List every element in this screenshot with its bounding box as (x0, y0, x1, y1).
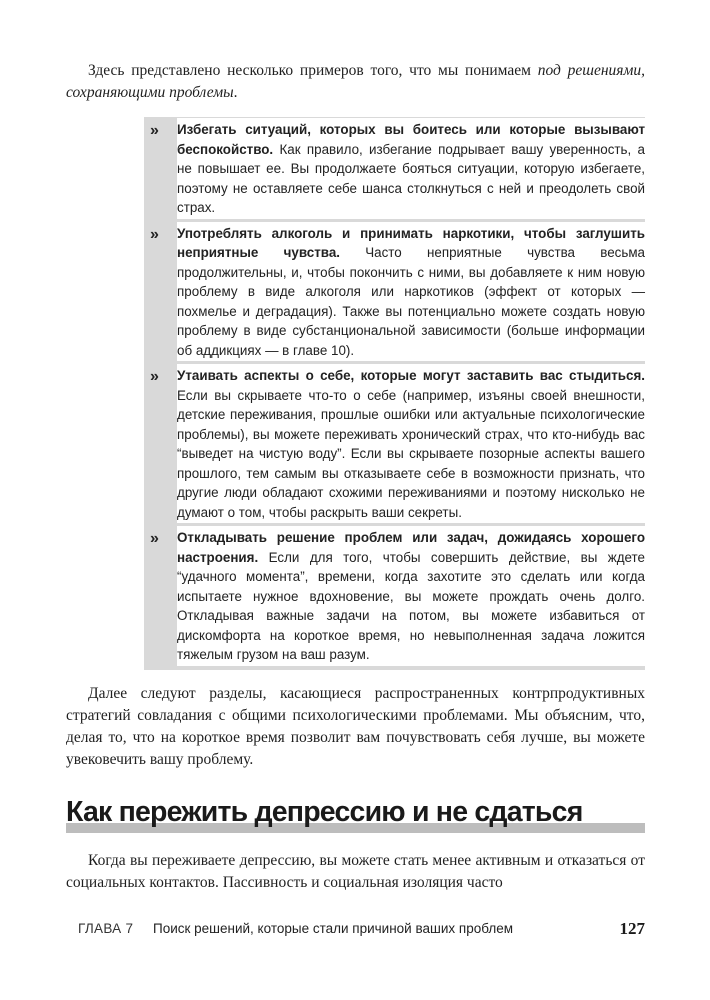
bullet-marker: » (150, 122, 159, 139)
bullet-item (144, 118, 645, 219)
intro-paragraph (66, 60, 645, 104)
intro-end: . (233, 84, 238, 101)
bullet-item (144, 222, 645, 362)
bullet-list (144, 118, 645, 669)
bullet-item (144, 526, 645, 666)
bullet-marker: » (150, 368, 159, 385)
body-paragraph: Далее следуют разделы, касающиеся распространенных контрпродуктивных стратегий совладания с общими психологическими проблемами. Мы объясним, что, делая то, что на короткое время позволит вам почувствовать себя лучше, вы можете увековечить вашу проблему. (66, 685, 645, 768)
bullet-text: Как правило, избегание подрывает вашу уверенность, а не повышает ее. Вы продолжаете бояться ситуации, которую избегаете, поэтому не оставляете себе шанса столкнуться с ней и преодолеть свой страх. (177, 141, 645, 215)
page-number: 127 (619, 919, 645, 938)
bullet-item (144, 364, 645, 523)
bullet-text: Если вы скрываете что-то о себе (например, изъяны своей внешности, детские переживания, прошлые ошибки или актуальные психологические проблемы), вы можете переживать хронический страх, что кто-нибудь вас “выведет на чистую воду”. Если вы скрываете позорные аспекты вашего прошлого, тем самым вы отказываете себе в возможности признать, что другие люди обладают схожими переживаниями и поэтому нисколько не думают о том, чтобы раскрыть ваши секреты. (177, 387, 645, 520)
footer-chapter-title: Поиск решений, которые стали причиной ваших проблем (153, 921, 513, 936)
intro-text: Здесь представлено несколько примеров того, что мы понимаем (88, 62, 538, 79)
intro-emphasis: под решениями, сохраняющими проблемы (66, 62, 645, 101)
footer-chapter: ГЛАВА 7 (78, 921, 134, 936)
bullet-marker: » (150, 530, 159, 547)
bullet-text: Если для того, чтобы совершить действие, вы ждете “удачного момента”, времени, когда захотите это сделать или когда испытаете нужное вдохновение, вы можете прождать очень долго. Откладывая важные задачи на потом, вы можете избавиться от дискомфорта на короткое время, но невыполненная задача ложится тяжелым грузом на ваш разум. (177, 549, 645, 662)
section-heading: Как пережить депрессию и не сдаться (66, 796, 583, 828)
bullet-heading: Утаивать аспекты о себе, которые могут заставить вас стыдиться. (177, 368, 645, 383)
bullet-text: Часто неприятные чувства весьма продолжительны, и, чтобы покончить с ними, вы добавляете к ним новую проблему в виде алкоголя или наркотиков (эффект от которых — похмелье и деградация). Также вы потенциально можете создать новую проблему в виде субстанциональной зависимости (больше информации об аддикциях — в главе 10). (177, 245, 645, 358)
page-footer (78, 919, 645, 941)
bullet-heading: Употреблять алкоголь и принимать наркотики, чтобы заглушить неприятные чувства. (177, 225, 645, 260)
bullet-heading: Откладывать решение проблем или задач, дожидаясь хорошего настроения. (177, 530, 645, 565)
bullet-marker: » (150, 225, 159, 243)
body-paragraph: Когда вы переживаете депрессию, вы можете стать менее активным и отказаться от социальных контактов. Пассивность и социальная изоляция часто (66, 852, 645, 891)
bullet-heading: Избегать ситуаций, которых вы боитесь или которые вызывают беспокойство. (177, 122, 645, 157)
